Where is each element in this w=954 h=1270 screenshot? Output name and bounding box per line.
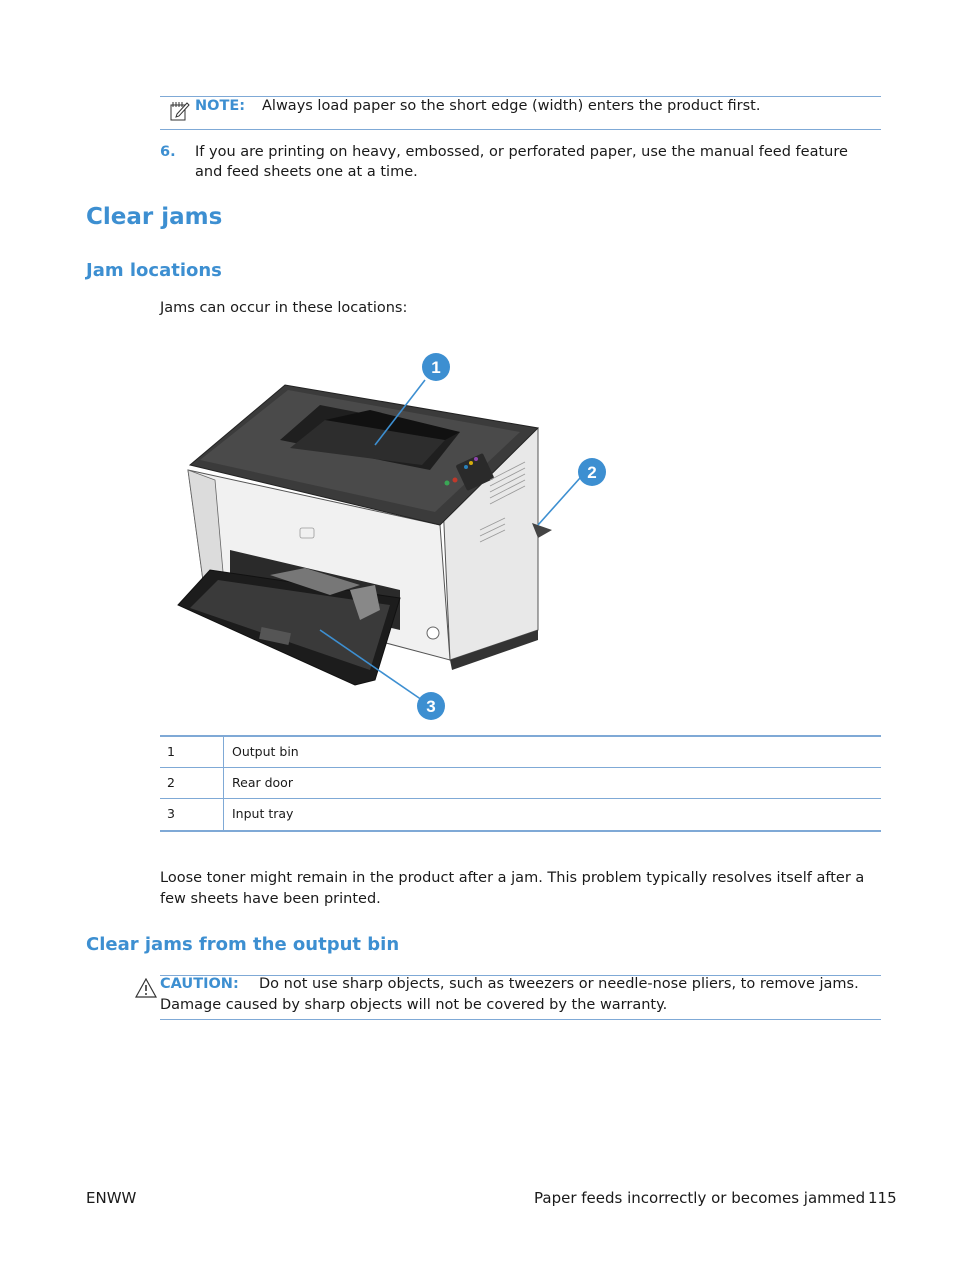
page-number: 115 <box>868 1189 897 1207</box>
table-row <box>160 799 881 830</box>
toner-paragraph: Loose toner might remain in the product after a jam. This problem typically resolves itself after a few sheets have been printed. <box>160 870 865 907</box>
note-box <box>160 96 881 130</box>
printer-illustration <box>160 340 660 730</box>
caution-box <box>160 975 881 1020</box>
svg-text:1: 1 <box>431 358 441 377</box>
caution-label: CAUTION: <box>160 976 239 992</box>
footer-publication-code: ENWW <box>86 1189 137 1207</box>
note-text: Always load paper so the short edge (width) enters the product first. <box>262 98 761 114</box>
caution-text-line1: Do not use sharp objects, such as tweezers or needle-nose pliers, to remove jams. <box>259 976 859 992</box>
table-row <box>160 768 881 799</box>
note-pencil-icon <box>170 100 190 122</box>
svg-text:3: 3 <box>426 697 436 716</box>
row-number: 2 <box>160 768 224 798</box>
note-label: NOTE: <box>195 98 246 114</box>
row-label: Output bin <box>232 744 299 759</box>
section-heading: Clear jams <box>86 204 223 230</box>
subheading-clear-output-bin: Clear jams from the output bin <box>86 934 400 955</box>
step-text: If you are printing on heavy, embossed, or perforated paper, use the manual feed feature and feed sheets one at a time. <box>195 144 848 180</box>
table-row <box>160 737 881 768</box>
step-number: 6. <box>160 144 176 160</box>
caution-text-line2: Damage caused by sharp objects will not be covered by the warranty. <box>160 997 668 1013</box>
callout-1 <box>422 353 450 381</box>
subheading-jam-locations: Jam locations <box>86 260 222 281</box>
row-number: 3 <box>160 799 224 830</box>
warning-triangle-icon <box>135 978 157 998</box>
row-number: 1 <box>160 737 224 767</box>
row-label: Rear door <box>232 775 293 790</box>
jam-locations-table <box>160 735 881 832</box>
callout-2 <box>578 458 606 486</box>
intro-text: Jams can occur in these locations: <box>160 300 408 316</box>
svg-text:2: 2 <box>587 463 597 482</box>
printer-figure <box>160 340 660 730</box>
row-label: Input tray <box>232 806 294 821</box>
footer-chapter-title: Paper feeds incorrectly or becomes jammed <box>534 1189 866 1207</box>
callout-3 <box>417 692 445 720</box>
